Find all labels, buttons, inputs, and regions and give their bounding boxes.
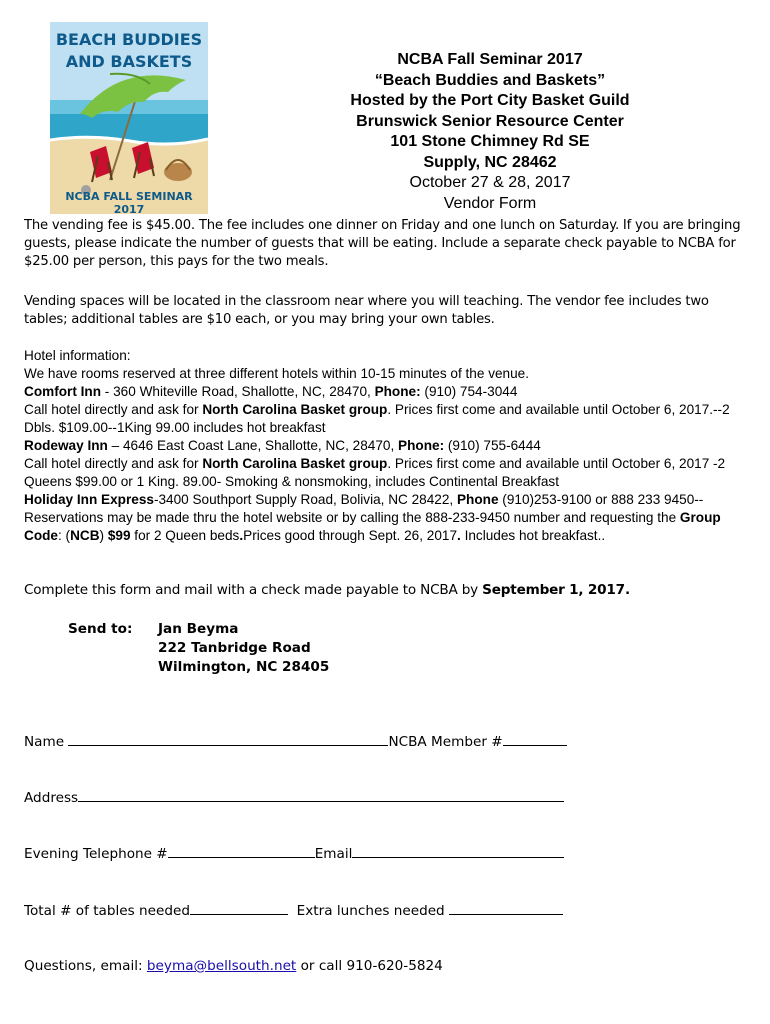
rodeway-inn-prices: . Prices first come and available until October 6, 2017 -2 Queens $99.00 or 1 King. 89.00- Smoking & nonsmoking, includes Continental Breakfast	[24, 456, 726, 489]
holiday-inn-address: -3400 Southport Supply Road, Bolivia, NC 28422,	[153, 492, 457, 507]
phone-label-field: Evening Telephone #	[24, 846, 168, 862]
rodeway-inn-details	[24, 455, 752, 491]
phone-label: Phone:	[374, 384, 421, 399]
host-line: Hosted by the Port City Basket Guild	[350, 92, 630, 109]
name-label: Name	[24, 734, 69, 750]
phone-label: Phone:	[398, 438, 445, 453]
street-line: 101 Stone Chimney Rd SE	[390, 133, 590, 150]
lunches-label: Extra lunches needed	[296, 903, 450, 919]
lunches-field[interactable]	[449, 901, 563, 915]
name-field[interactable]	[68, 732, 388, 746]
address-label: Address	[24, 790, 79, 806]
city-line: Supply, NC 28462	[423, 153, 557, 171]
group-name: North Carolina Basket group	[202, 402, 388, 417]
address-field[interactable]	[78, 788, 564, 802]
comfort-inn-line	[24, 383, 752, 401]
comfort-inn-phone: (910) 754-3044	[420, 384, 518, 399]
group-code: NCB	[70, 528, 100, 543]
questions-label: Questions, email:	[24, 958, 147, 974]
tables-field[interactable]	[190, 901, 288, 915]
call-prefix: Call hotel directly and ask for	[24, 456, 203, 471]
mail-instruction-text: Complete this form and mail with a check made payable to NCBA by	[24, 582, 483, 598]
group-price: $99	[107, 528, 131, 543]
punct: .	[239, 528, 244, 543]
spaces-paragraph: Vending spaces will be located in the classroom near where you will teaching. The vendor fee includes two tables; additional tables are $10 each, or you may bring your own tables.	[24, 294, 709, 327]
member-number-field[interactable]	[503, 732, 567, 746]
hotel-info	[24, 347, 752, 545]
phone-email-row	[24, 844, 564, 863]
rodeway-inn-address: – 4646 East Coast Lane, Shallotte, NC, 28470,	[107, 438, 399, 453]
group-code-label: Group Code	[24, 510, 721, 543]
seminar-theme: “Beach Buddies and Baskets”	[374, 71, 606, 89]
group-name: North Carolina Basket group	[202, 456, 388, 471]
call-prefix: Call hotel directly and ask for	[24, 402, 203, 417]
hotel-heading: Hotel information:	[24, 348, 131, 363]
punct: : (	[57, 528, 71, 543]
mailing-address	[158, 620, 329, 677]
contact-phone-text: or call 910-620-5824	[296, 958, 443, 974]
email-label: Email	[314, 846, 353, 862]
comfort-inn-name: Comfort Inn	[24, 384, 102, 399]
rodeway-inn-phone: (910) 755-6444	[444, 438, 541, 453]
group-price-desc: for 2 Queen beds	[130, 528, 240, 543]
logo-title-line1: BEACH BUDDIES	[55, 30, 203, 49]
questions-row	[24, 957, 443, 975]
member-label: NCBA Member #	[388, 734, 503, 750]
comfort-inn-address: - 360 Whiteville Road, Shallotte, NC, 28470,	[101, 384, 375, 399]
dates-line: October 27 & 28, 2017	[409, 174, 571, 191]
venue-line: Brunswick Senior Resource Center	[356, 112, 624, 130]
logo-footer: NCBA FALL SEMINAR 2017	[65, 190, 193, 214]
recipient-street: 222 Tanbridge Road	[158, 640, 311, 656]
punct: )	[99, 528, 108, 543]
holiday-inn-phone: (910)253-9100 or 888 233 9450--Reservations may be made thru the hotel website or by calling the 888-233-9450 number and requesting the	[24, 492, 704, 525]
name-row	[24, 732, 567, 751]
mail-instruction	[24, 581, 750, 599]
seminar-title: NCBA Fall Seminar 2017	[397, 51, 583, 68]
tables-lunches-row	[24, 901, 563, 920]
rodeway-inn-line	[24, 437, 752, 455]
comfort-inn-details	[24, 401, 752, 437]
fee-paragraph: The vending fee is $45.00. The fee includes one dinner on Friday and one lunch on Saturday. If you are bringing guests, please indicate the number of guests that will be eating. Include a separate check payable to NCBA for $25.00 per person, this pays for the two meals.	[24, 218, 741, 269]
punct: .	[457, 528, 461, 543]
address-row	[24, 788, 564, 807]
group-breakfast: Includes hot breakfast..	[460, 528, 606, 543]
rodeway-inn-name: Rodeway Inn	[24, 438, 108, 453]
group-deadline: Prices good through Sept. 26, 2017	[243, 528, 458, 543]
comfort-inn-prices: . Prices first come and available until October 6, 2017.--2 Dbls. $109.00--1King 99.00 includes hot breakfast	[24, 402, 730, 435]
holiday-inn-line	[24, 491, 752, 545]
mail-deadline: September 1, 2017.	[482, 582, 630, 598]
hotel-intro: We have rooms reserved at three different hotels within 10-15 minutes of the venue.	[24, 366, 530, 381]
recipient-name: Jan Beyma	[158, 621, 239, 637]
contact-email-link[interactable]: beyma@bellsouth.net	[146, 958, 297, 974]
tables-label: Total # of tables needed	[24, 903, 190, 919]
document-header	[300, 50, 680, 214]
send-to-label: Send to:	[68, 621, 133, 637]
email-field[interactable]	[352, 844, 564, 858]
logo-title-line2: AND BASKETS	[65, 52, 193, 71]
form-type: Vendor Form	[443, 194, 537, 212]
phone-label: Phone	[456, 492, 499, 507]
holiday-inn-name: Holiday Inn Express	[24, 492, 154, 507]
seminar-logo	[50, 22, 208, 214]
recipient-city: Wilmington, NC 28405	[158, 659, 330, 675]
evening-phone-field[interactable]	[168, 844, 315, 858]
